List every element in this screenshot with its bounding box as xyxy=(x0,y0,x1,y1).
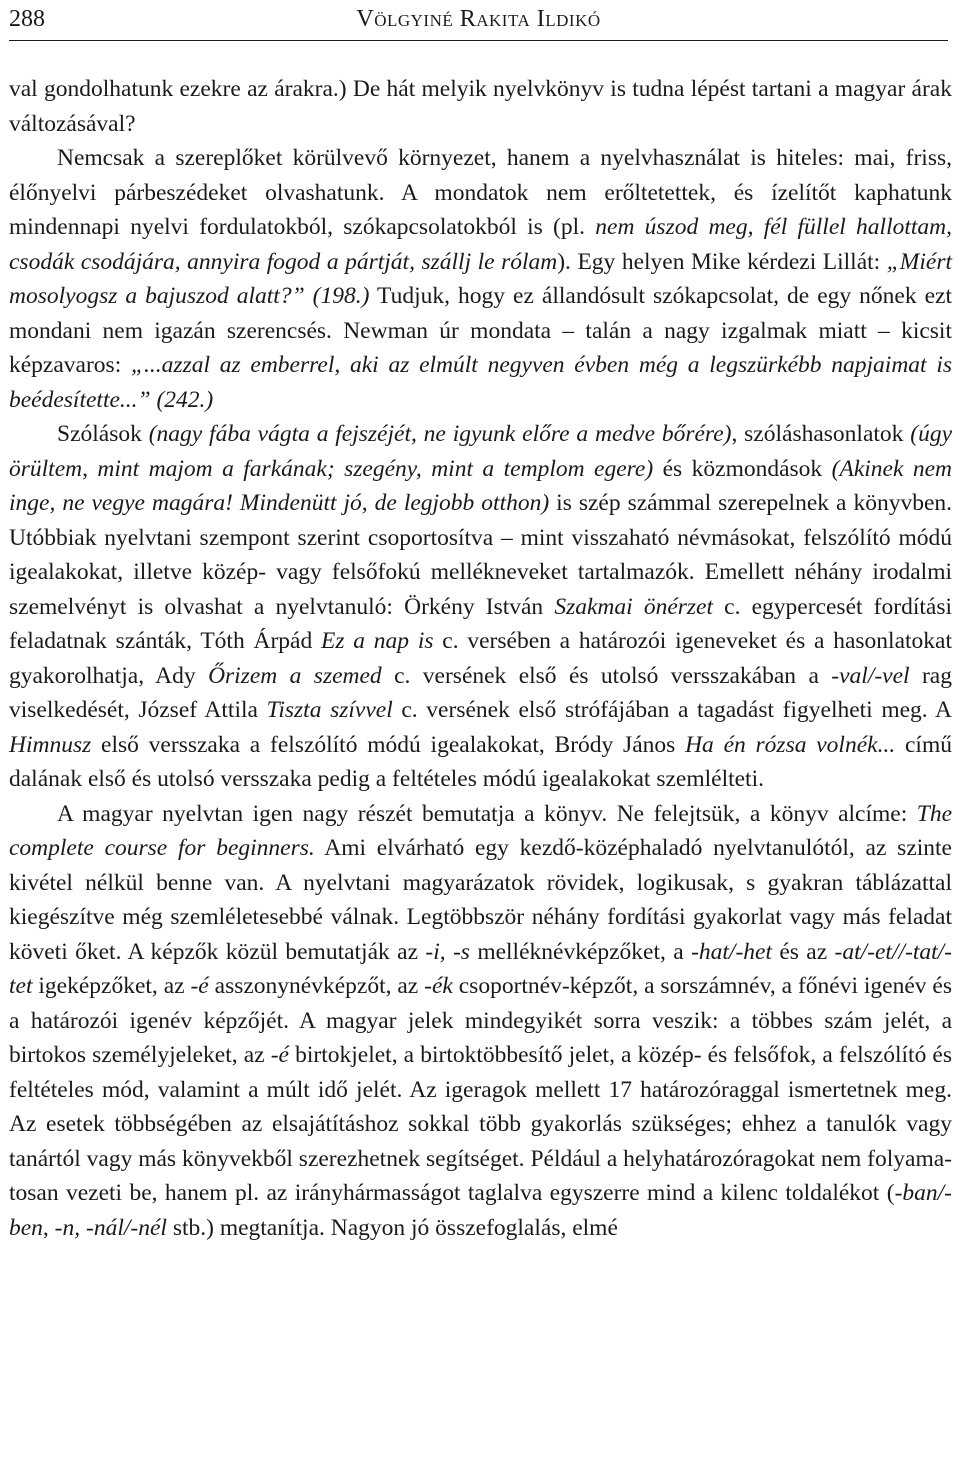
italic-text-run: -é xyxy=(190,973,209,999)
text-run: c. egypercesét fordítási feladatnak szánták, Tóth Árpád xyxy=(9,593,952,654)
italic-text-run: Tiszta szívvel xyxy=(266,697,393,723)
italic-text-run: Ha én rózsa volnék... xyxy=(685,731,896,758)
header-rule xyxy=(9,40,948,41)
italic-text-run: -at/-et//-tat/-tet xyxy=(9,938,952,999)
italic-text-run: Szakmai önérzet xyxy=(554,593,714,620)
text-run: Tudjuk, hogy ez állandósult szókapcsolat, de egy nőnek ezt mondani nem igazán szerencsés. Newman úr mondata – talán a nagy izgalmak miatt – kicsit képzavaros: xyxy=(9,283,952,378)
paragraph xyxy=(9,797,952,1246)
text-run: c. versében a határozói igeneveket és a hasonlatokat gyakorolhatja, Ady xyxy=(9,628,952,689)
italic-text-run: -ban/-ben, -n, -nál/-nél xyxy=(9,1180,952,1241)
italic-text-run: -ék xyxy=(424,973,453,999)
paragraph xyxy=(9,417,952,797)
text-run: Ami elvárható egy kezdő-középhaladó nyelvtanulótól, az szinte kivétel nélkül benne van. A nyelvtani magyarázatok rövidek, logikusak, s gyakran táblázattal kiegészítve még szemléletesebbé válnak. Legtöbbször néhány fordítási gyakorlat vagy más feladat követi őket. A képzők közül bemutatják az xyxy=(9,835,952,965)
text-run: csoportnév-képzőt, a sorszámnév, a főnévi igenév és a határozói igenév képzőjét. A magyar jelek mindegyikét sorra veszik: a többes szám jelét, a birtokos személyjeleket, az xyxy=(9,973,952,1068)
italic-text-run: (úgy örültem, mint majom a farkának; szegény, mint a templom egere) xyxy=(9,421,953,482)
body-text xyxy=(9,72,952,1245)
text-run: birtokjelet, a birtoktöbbesítő jelet, a közép- és felsőfok, a felszólító és feltételes mód, valamint a múlt idő jelét. Az igeragok mellett 17 határozóraggal ismertetnek meg. Az esetek többségében az elsajátításhoz sokkal több gyakorlás szükséges; ehhez a tanulók vagy tanártól vagy más könyvekből szerezhetnek segítséget. Például a helyhatározóragokat nem folyamatosan vezeti be, hanem pl. az irányhármasságot taglalva egyszerre mind a kilenc toldalékot ( xyxy=(9,1042,953,1206)
text-run: c. versének első és utolsó versszakában a xyxy=(381,662,832,689)
page-number: 288 xyxy=(9,6,45,32)
text-run: című dalának első és utolsó versszaka pedig a feltételes módú igealakokat szemlélteti. xyxy=(9,731,952,792)
text-run: Nemcsak a szereplőket körülvevő környezet, hanem a nyelvhasználat is hiteles: mai, friss, élőnyelvi párbeszédeket olvashatunk. A mondatok nem erőltetettek, és ízelítőt kaphatunk mindennapi nyelvi fordulatokból, szókapcsolatokból is (pl. xyxy=(9,145,952,240)
italic-text-run: Ez a nap is xyxy=(321,628,434,654)
text-run: is szép számmal szerepelnek a könyvben. Utóbbiak nyelvtani szempont szerint csoportosítva – mint visszaható névmásokat, felszólító módú igealakokat, illetve közép- vagy felsőfokú mellékneveket tartalmazók. Emellett néhány irodalmi szemelvényt is olvashat a nyelvtanuló: Örkény István xyxy=(9,490,952,620)
text-run: és az xyxy=(771,938,835,965)
italic-text-run: nem úszod meg, fél füllel hallottam, csodák csodájára, annyira fogod a pártját, szállj le rólam xyxy=(9,214,953,275)
italic-text-run: -i, -s xyxy=(425,938,470,965)
text-run: melléknévképzőket, a xyxy=(469,938,692,965)
italic-text-run: „...azzal az emberrel, aki az elmúlt negyven évben még a legszürkébb napjaimat is beédesítette...” (242.) xyxy=(9,352,952,413)
text-run: és közmondások xyxy=(653,455,832,482)
italic-text-run: -val/-vel xyxy=(831,662,910,689)
text-run: A magyar nyelvtan igen nagy részét bemutatja a könyv. Ne felejtsük, a könyv alcíme: xyxy=(57,800,917,827)
italic-text-run: -hat/-het xyxy=(691,938,772,965)
italic-text-run: (nagy fába vágta a fejszéjét, ne igyunk előre a medve bőrére) xyxy=(148,421,732,447)
italic-text-run: -é xyxy=(270,1042,289,1068)
text-run: igeképzőket, az xyxy=(32,973,191,999)
text-run: első versszaka a felszólító módú igealakokat, Bródy János xyxy=(91,731,686,758)
text-run: Szólások xyxy=(57,421,149,447)
italic-text-run: Himnusz xyxy=(9,731,92,758)
paragraph xyxy=(9,141,952,417)
text-run: c. versének első strófájában a tagadást figyelheti meg. A xyxy=(392,697,952,723)
italic-text-run: The complete course for beginners. xyxy=(9,800,952,861)
text-run: , szóláshasonlatok xyxy=(731,421,911,447)
italic-text-run: (Akinek nem inge, ne vegye magára! Mindenütt jó, de legjobb otthon) xyxy=(9,455,952,516)
text-run: asszonynévképzőt, az xyxy=(208,973,425,999)
text-run: stb.) megtanítja. Nagyon jó összefoglalás, elmé xyxy=(166,1214,618,1241)
italic-text-run: „Miért mosolyogsz a bajuszod alatt?” (198.) xyxy=(9,248,952,309)
text-run: rag viselkedését, József Attila xyxy=(9,662,952,723)
running-head xyxy=(9,4,948,38)
running-title: Völgyiné Rakita Ildikó xyxy=(356,6,601,32)
paragraph xyxy=(9,72,952,141)
italic-text-run: Őrizem a szemed xyxy=(208,662,382,689)
text-run: ). Egy helyen Mike kérdezi Lillát: xyxy=(557,248,887,275)
text-run: val gondolhatunk ezekre az árakra.) De hát melyik nyelvkönyv is tudna lépést tartani a magyar árak változásával? xyxy=(9,76,952,137)
